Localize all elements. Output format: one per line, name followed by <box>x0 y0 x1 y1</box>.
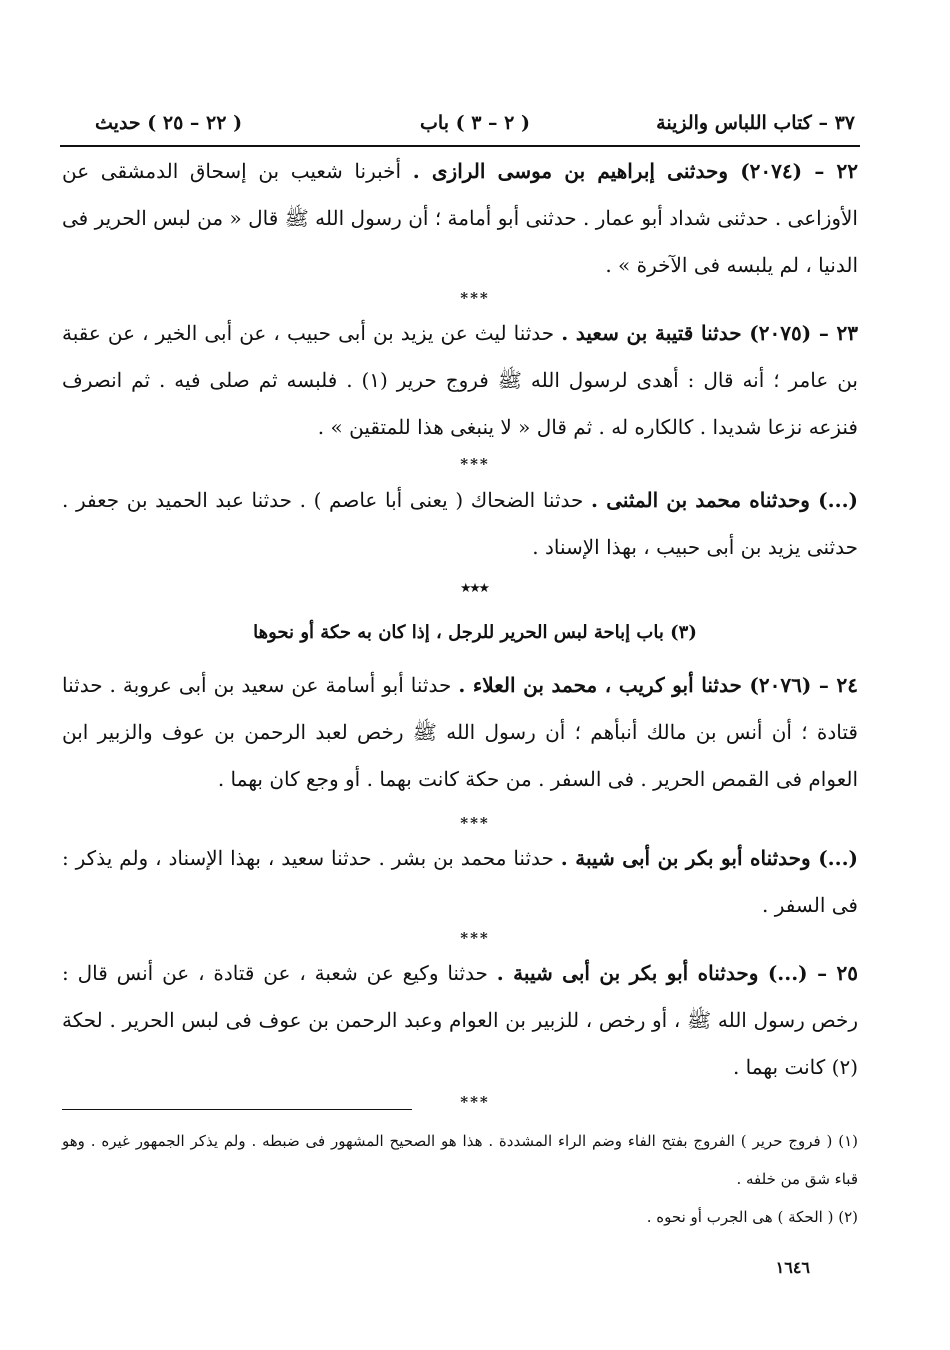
footnote-1: (١) ( فروج حرير ) الفروج بفتح الفاء وضم الراء المشددة . هذا هو الصحيح المشهور فى ضبطه . ولم يذكر الجمهور غيره . وهو قباء شق من خلفه . <box>62 1132 858 1188</box>
hadith-text: أخبرنا شعيب بن إسحاق الدمشقى عن الأوزاعى . حدثنى شداد أبو عمار . حدثنى أبو أمامة ؛ أن رسول الله ﷺ قال « من لبس الحرير فى الدنيا ، لم يلبسه فى الآخرة » . <box>62 159 858 277</box>
running-header <box>95 112 855 148</box>
hadith-intro: ٢٢ – (٢٠٧٤) وحدثنى إبراهيم بن موسى الرازى . <box>412 159 859 183</box>
separator-stars: *** <box>460 1093 490 1111</box>
hadith-intro: (...) وحدثناه أبو بكر بن أبى شيبة . <box>560 846 859 870</box>
hadith-22 <box>62 148 858 289</box>
chapter-reference: ( ٢ – ٣ ) باب <box>420 112 530 134</box>
chapter-title: (٣) باب إباحة لبس الحرير للرجل ، إذا كان به حكة أو نحوها <box>253 622 697 643</box>
hadith-25 <box>62 950 858 1091</box>
header-rule <box>60 145 860 147</box>
separator-stars: *** <box>460 455 490 473</box>
hadith-intro: ٢٤ – (٢٠٧٦) حدثنا أبو كريب ، محمد بن العلاء . <box>458 673 859 697</box>
separator-stars: *** <box>460 929 490 947</box>
hadith-23 <box>62 310 858 451</box>
hadith-range: ( ٢٢ – ٢٥ ) حديث <box>95 112 243 134</box>
footnotes <box>62 1122 858 1236</box>
book-title: ٣٧ – كتاب اللباس والزينة <box>656 112 855 134</box>
hadith-intro: ٢٥ – (...) وحدثناه أبو بكر بن أبى شيبة . <box>496 961 859 985</box>
footnote-rule <box>62 1109 412 1110</box>
separator-stars: *** <box>460 814 490 832</box>
footnote-2: (٢) ( الحكة ) هى الجرب أو نحوه . <box>646 1208 858 1226</box>
hadith-text: حدثنا الضحاك ( يعنى أبا عاصم ) . حدثنا عبد الحميد بن جعفر . حدثنى يزيد بن أبى حبيب ، بهذا الإسناد . <box>62 488 858 559</box>
hadith-text: حدثنا محمد بن بشر . حدثنا سعيد ، بهذا الإسناد ، ولم يذكر : فى السفر . <box>62 846 858 917</box>
hadith-intro: (...) وحدثناه محمد بن المثنى . <box>591 488 858 512</box>
section-ornament: ٭٭٭ <box>461 578 489 598</box>
hadith-text: حدثنا وكيع عن شعبة ، عن قتادة ، عن أنس قال : رخص رسول الله ﷺ ، أو رخص ، للزبير بن العوام وعبد الرحمن بن عوف فى لبس الحرير . لحكة (٢) كانت بهما . <box>62 961 858 1079</box>
hadith-23-variant <box>62 477 858 571</box>
hadith-text: حدثنا ليث عن يزيد بن أبى حبيب ، عن أبى الخير ، عن عقبة بن عامر ؛ أنه قال : أهدى لرسول الله ﷺ فروج حرير (١) . فلبسه ثم صلى فيه . ثم انصرف فنزعه نزعا شديدا . كالكاره له . ثم قال « لا ينبغى هذا للمتقين » . <box>62 321 858 439</box>
hadith-24 <box>62 662 858 803</box>
page-number: ١٦٤٦ <box>775 1258 810 1277</box>
separator-stars: *** <box>460 289 490 307</box>
hadith-text: حدثنا أبو أسامة عن سعيد بن أبى عروبة . حدثنا قتادة ؛ أن أنس بن مالك أنبأهم ؛ أن رسول الله ﷺ رخص لعبد الرحمن بن عوف والزبير ابن العوام فى القمص الحرير . فى السفر . من حكة كانت بهما . أو وجع كان بهما . <box>62 673 858 791</box>
hadith-intro: ٢٣ – (٢٠٧٥) حدثنا قتيبة بن سعيد . <box>561 321 859 345</box>
hadith-24-variant <box>62 835 858 929</box>
